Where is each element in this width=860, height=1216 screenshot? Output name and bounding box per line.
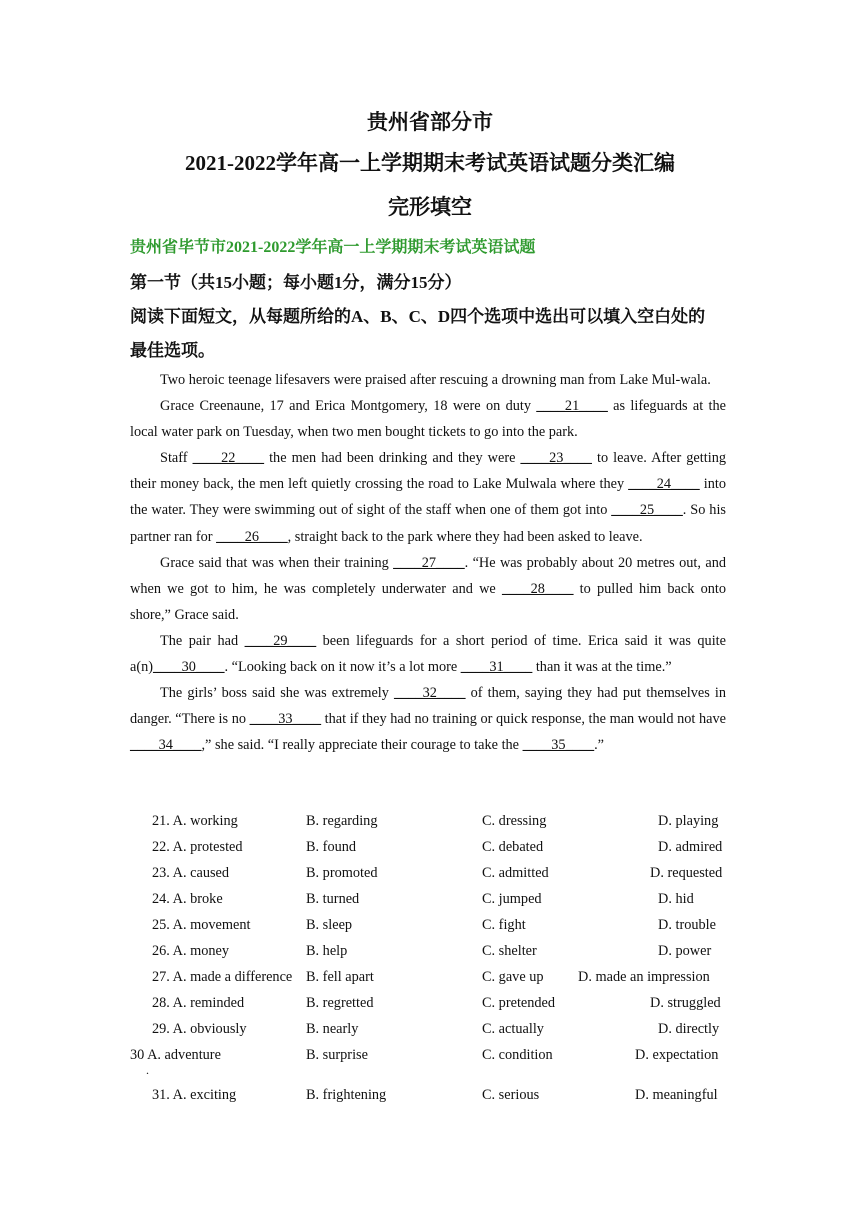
option-d: D. directly	[658, 1021, 720, 1037]
blank-22: ____22____	[192, 450, 265, 467]
blank-26: ____26____	[216, 528, 288, 545]
option-c: C. serious	[482, 1087, 540, 1103]
option-c: C. pretended	[482, 995, 556, 1011]
option-c: C. admitted	[482, 865, 549, 881]
instruction-line-2: 最佳选项。	[130, 341, 215, 360]
option-a: 30 A. adventure	[130, 1047, 221, 1063]
option-d: D. struggled	[650, 995, 721, 1011]
blank-32: ____32____	[394, 685, 466, 702]
source-title: 贵州省毕节市2021-2022学年高一上学期期末考试英语试题	[130, 239, 536, 256]
option-row-23	[130, 865, 730, 891]
option-b: B. found	[306, 839, 357, 855]
option-row-28	[130, 995, 730, 1021]
option-c: C. jumped	[482, 891, 542, 907]
option-a: 26. A. money	[152, 943, 230, 959]
passage-text: to leave. After getting their money back, the men left quietly crossing the road to Lake Mulwala where they	[130, 450, 726, 493]
part-heading: 第一节（共15小题；每小题1分，满分15分）	[130, 273, 462, 292]
blank-28: ____28____	[501, 580, 574, 597]
passage-text: as lifeguards at the local water park on Tuesday, when two men bought tickets to go into the park.	[130, 398, 726, 441]
passage-paragraph-6	[130, 680, 726, 758]
option-d: D. power	[658, 943, 712, 959]
passage-text: Staff	[160, 450, 193, 467]
option-d: D. requested	[650, 865, 723, 881]
option-d: D. made an impression	[578, 969, 710, 985]
option-c: C. debated	[482, 839, 544, 855]
passage	[130, 367, 726, 758]
blank-31: ____31____	[460, 659, 533, 676]
option-c: C. fight	[482, 917, 526, 933]
option-a: 21. A. working	[152, 813, 238, 829]
passage-text: The girls’ boss said she was extremely	[160, 685, 395, 702]
option-a: 28. A. reminded	[152, 995, 245, 1011]
blank-35: ____35____	[522, 737, 595, 754]
option-row-27	[130, 969, 730, 995]
passage-paragraph-1	[130, 367, 726, 393]
passage-text: , straight back to the park where they had been asked to leave.	[287, 528, 643, 545]
option-c: C. condition	[482, 1047, 553, 1063]
option-b: B. sleep	[306, 917, 353, 933]
q30-dot: .	[146, 1063, 149, 1077]
option-b: B. surprise	[306, 1047, 368, 1063]
passage-paragraph-2	[130, 393, 726, 445]
option-row-29	[130, 1021, 730, 1047]
blank-29: ____29____	[244, 632, 317, 649]
passage-text: into the water. They were swimming out of sight of the staff when one of them got into	[130, 476, 726, 519]
blank-33: ____33____	[249, 711, 322, 728]
blank-30: ____30____	[153, 659, 225, 676]
blank-34: ____34____	[130, 737, 202, 754]
option-d: D. admired	[658, 839, 723, 855]
option-b: B. help	[306, 943, 348, 959]
option-row-26	[130, 943, 730, 969]
option-a: 25. A. movement	[152, 917, 251, 933]
doc-title-main: 2021-2022学年高一上学期期末考试英语试题分类汇编	[185, 151, 675, 175]
passage-text: . “Looking back on it now it’s a lot more	[224, 659, 461, 676]
option-a: 23. A. caused	[152, 865, 230, 881]
passage-text: been lifeguards for a short period of time. Erica said it was quite a(n)	[130, 632, 726, 676]
doc-title-section: 完形填空	[388, 195, 472, 219]
option-row-31	[130, 1087, 730, 1113]
passage-text: Two heroic teenage lifesavers were praised after rescuing a drowning man from Lake Mul-wala.	[160, 372, 711, 388]
option-row-25	[130, 917, 730, 943]
option-b: B. frightening	[306, 1087, 387, 1103]
passage-text: Grace Creenaune, 17 and Erica Montgomery, 18 were on duty	[160, 398, 537, 415]
passage-text: that if they had no training or quick response, the man would not have	[321, 711, 726, 728]
passage-text: of them, saying they had put themselves in danger. “There is no	[130, 685, 726, 728]
option-c: C. shelter	[482, 943, 537, 959]
option-b: B. regarding	[306, 813, 378, 829]
passage-paragraph-3	[130, 445, 726, 549]
option-b: B. regretted	[306, 995, 374, 1011]
option-row-30	[130, 1047, 730, 1073]
option-c: C. dressing	[482, 813, 547, 829]
blank-25: ____25____	[611, 502, 683, 519]
passage-text: to pulled him back onto shore,” Grace said.	[130, 580, 727, 623]
passage-text: the men had been drinking and they were	[264, 450, 521, 467]
passage-paragraph-5	[130, 628, 726, 680]
option-b: B. promoted	[306, 865, 378, 881]
passage-paragraph-4	[130, 550, 726, 628]
blank-21: ____21____	[536, 398, 608, 415]
passage-text: The pair had	[160, 632, 245, 649]
doc-title-region: 贵州省部分市	[367, 110, 493, 134]
option-d: D. meaningful	[635, 1087, 718, 1103]
option-a: 22. A. protested	[152, 839, 243, 855]
option-c: C. actually	[482, 1021, 544, 1037]
passage-text: . So his partner ran for	[130, 502, 726, 545]
option-row-24	[130, 891, 730, 917]
passage-text: than it was at the time.”	[532, 659, 672, 676]
option-d: D. hid	[658, 891, 694, 907]
passage-text: Grace said that was when their training	[160, 554, 394, 571]
passage-text: . “He was probably about 20 metres out, and when we got to him, he was completely underwater and we	[130, 554, 726, 597]
passage-text: ,” she said. “I really appreciate their courage to take the	[201, 737, 523, 754]
option-row-21	[130, 813, 730, 839]
blank-23: ____23____	[520, 450, 592, 467]
instruction-line-1: 阅读下面短文，从每题所给的A、B、C、D四个选项中选出可以填入空白处的	[130, 307, 706, 326]
option-a: 29. A. obviously	[152, 1021, 247, 1037]
option-row-22	[130, 839, 730, 865]
option-b: B. fell apart	[306, 969, 374, 985]
option-d: D. expectation	[635, 1047, 719, 1063]
option-a: 24. A. broke	[152, 891, 223, 907]
option-b: B. turned	[306, 891, 360, 907]
option-c: C. gave up	[482, 969, 544, 985]
option-a: 31. A. exciting	[152, 1087, 237, 1103]
blank-24: ____24____	[628, 476, 700, 493]
option-a: 27. A. made a difference	[152, 969, 293, 985]
option-d: D. trouble	[658, 917, 716, 933]
option-b: B. nearly	[306, 1021, 359, 1037]
option-d: D. playing	[658, 813, 719, 829]
blank-27: ____27____	[393, 554, 465, 571]
passage-text: .”	[594, 737, 605, 754]
